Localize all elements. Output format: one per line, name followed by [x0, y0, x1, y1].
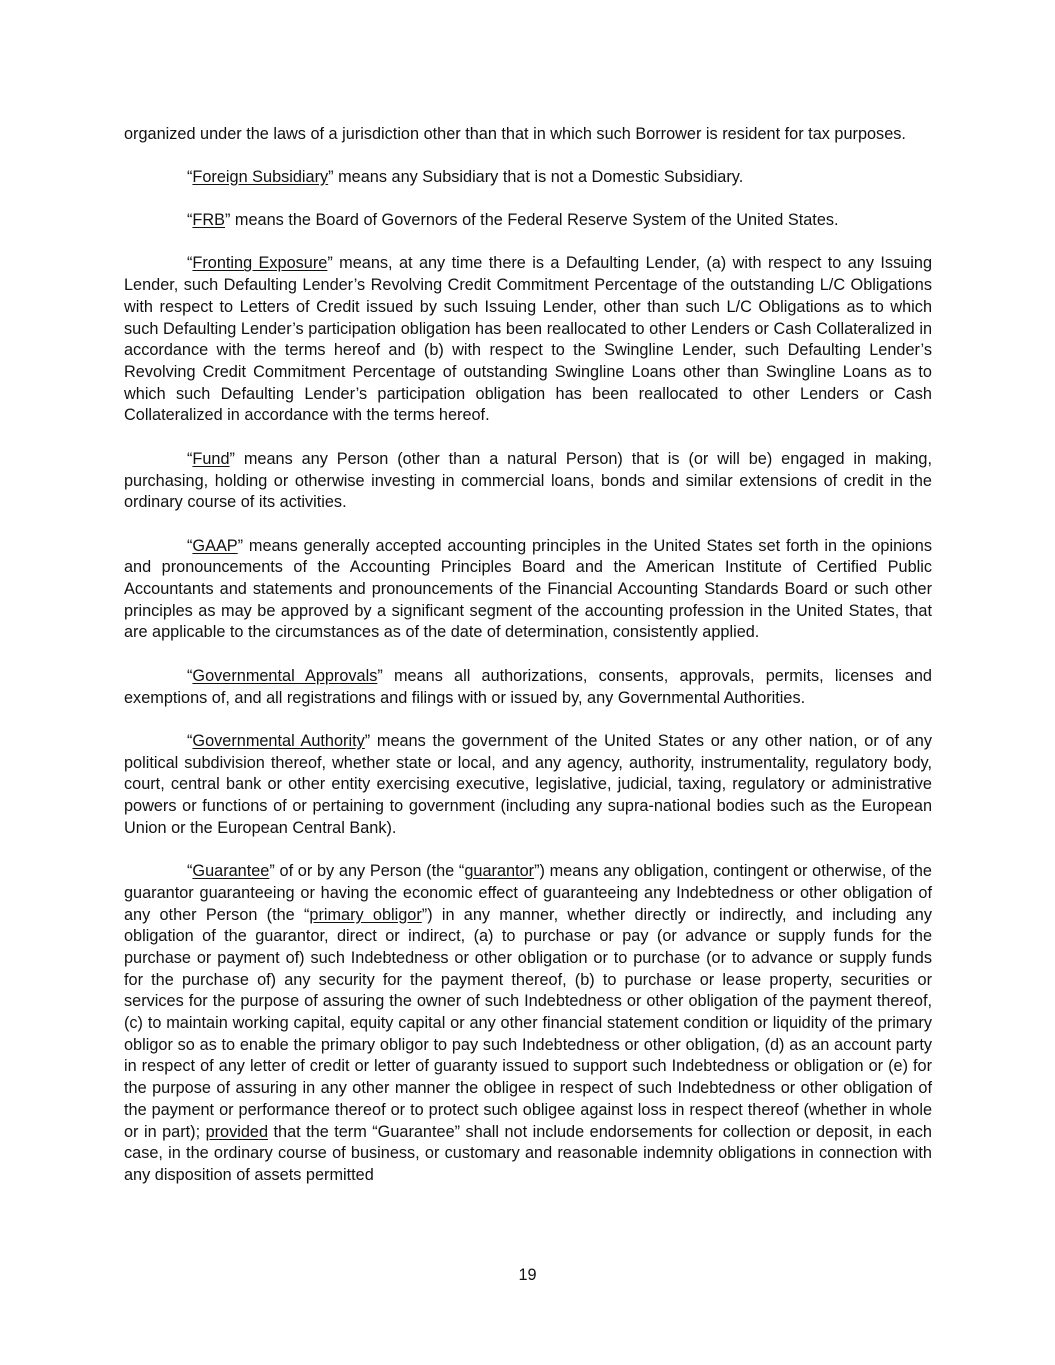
- defined-term: Fronting Exposure: [192, 254, 328, 273]
- definition-text: that the term “Guarantee” shall not include endorsements for collection or deposit, in each case, in the ordinary course of business, or customary and reasonable indemnity obligations in connection with any disposition of assets permitted: [124, 1122, 932, 1184]
- definition-governmental-approvals: [124, 666, 932, 709]
- definition-foreign-subsidiary: [124, 167, 932, 189]
- open-quote: “: [187, 449, 193, 468]
- defined-term: GAAP: [192, 536, 238, 555]
- close-quote: ”: [364, 731, 371, 750]
- definition-body: means, at any time there is a Defaulting Lender, (a) with respect to any Issuing Lender, such Defaulting Lender’s Revolving Credit Commitment Percentage of the outstanding L/C Obligations with respect to Letters of Credit issued by such Issuing Lender, other than such L/C Obligations as to which such Defaulting Lender’s participation obligation has been reallocated to other Lenders or Cash Collateralized in accordance with the terms hereof and (b) with respect to the Swingline Lender, such Defaulting Lender’s Revolving Credit Commitment Percentage of outstanding Swingline Loans other than Swingline Loans as to which such Defaulting Lender’s participation obligation has been reallocated to other Lenders or Cash Collateralized in accordance with the terms hereof.: [124, 254, 932, 425]
- continuation-paragraph: organized under the laws of a jurisdiction other than that in which such Borrower is resident for tax purposes.: [124, 125, 906, 143]
- definition-guarantee: [124, 861, 932, 1187]
- open-quote: “: [187, 211, 193, 230]
- close-quote: ”: [377, 666, 383, 685]
- proviso-term: provided: [205, 1122, 269, 1141]
- close-quote: ”: [237, 536, 244, 555]
- defined-term: Governmental Approvals: [192, 666, 378, 685]
- definition-fronting-exposure: [124, 253, 932, 427]
- definition-governmental-authority: [124, 731, 932, 840]
- open-quote: “: [187, 666, 193, 685]
- definition-body: means the Board of Governors of the Federal Reserve System of the United States.: [230, 211, 839, 230]
- open-quote: “: [187, 862, 193, 881]
- open-quote: “: [187, 536, 193, 555]
- close-quote: ”: [327, 254, 333, 273]
- defined-term: Governmental Authority: [192, 731, 365, 750]
- definition-fund: [124, 449, 932, 514]
- definition-body: means the government of the United States or any other nation, or of any political subdivision thereof, whether state or local, and any agency, authority, instrumentality, regulatory body, court, central bank or other entity exercising executive, legislative, judicial, taxing, regulatory or administrative powers or functions of or pertaining to government (including any supra-national bodies such as the European Union or the European Central Bank).: [124, 731, 933, 837]
- defined-term: guarantor: [464, 862, 535, 881]
- definition-body: means all authorizations, consents, approvals, permits, licenses and exemptions of, and all registrations and filings with or issued by, any Governmental Authorities.: [124, 666, 932, 707]
- close-quote: ”: [229, 449, 235, 468]
- document-page: [124, 124, 932, 1208]
- definition-gaap: [124, 536, 932, 645]
- definition-body: means generally accepted accounting principles in the United States set forth in the opinions and pronouncements of the Accounting Principles Board and the American Institute of Certified Public Accountants and statements and pronouncements of the Financial Accounting Standards Board or such other principles as may be approved by a significant segment of the accounting profession in the United States, that are applicable to the circumstances as of the date of determination, consistently applied.: [124, 536, 932, 642]
- defined-term: Guarantee: [192, 862, 270, 881]
- defined-term: Fund: [192, 449, 230, 468]
- definition-body: means any Person (other than a natural Person) that is (or will be) engaged in making, purchasing, holding or otherwise investing in commercial loans, bonds and similar extensions of credit in the ordinary course of its activities.: [124, 449, 932, 512]
- open-quote: “: [187, 731, 193, 750]
- definition-text: ”) in any manner, whether directly or indirectly, and including any obligation of the guarantor, direct or indirect, (a) to purchase or pay (or advance or supply funds for the purchase or payment of) such Indebtedness or other obligation or to purchase (or to advance or supply funds for the purchase of) any security for the payment thereof, (b) to purchase or lease property, securities or services for the purpose of assuring the owner of such Indebtedness or other obligation of the payment thereof, (c) to maintain working capital, equity capital or any other financial statement condition or liquidity of the primary obligor so as to enable the primary obligor to pay such Indebtedness or other obligation, (d) as an account party in respect of any letter of credit or letter of guaranty issued to support such Indebtedness or obligation or (e) for the purpose of assuring in any other manner the obligee in respect of such Indebtedness or other obligation of the payment or performance thereof or to protect such obligee against loss in respect thereof (whether in whole or in part);: [124, 905, 932, 1141]
- defined-term: Foreign Subsidiary: [192, 167, 329, 186]
- page-number: 19: [518, 1266, 537, 1284]
- close-quote: ”: [328, 167, 334, 186]
- definition-frb: [124, 210, 932, 232]
- open-quote: “: [187, 254, 193, 273]
- definition-text: ” of or by any Person (the “: [269, 862, 465, 881]
- definition-body: means any Subsidiary that is not a Domestic Subsidiary.: [333, 167, 744, 186]
- defined-term: FRB: [192, 211, 225, 230]
- open-quote: “: [187, 167, 193, 186]
- defined-term: primary obligor: [309, 905, 422, 924]
- close-quote: ”: [224, 211, 231, 230]
- definition-text: ”) means any obligation, contingent or otherwise, of the guarantor guaranteeing or having the economic effect of guaranteeing any Indebtedness or other obligation of any other Person (the “: [124, 862, 932, 924]
